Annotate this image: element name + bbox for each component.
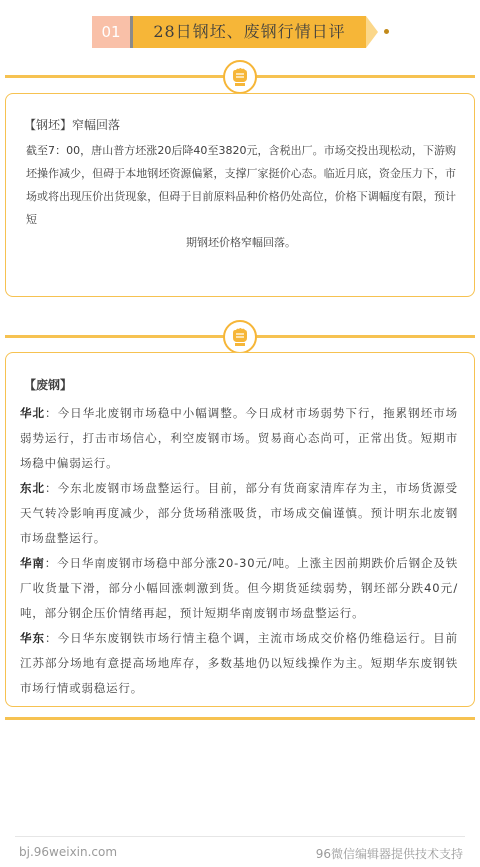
- bottom-divider: [5, 717, 475, 720]
- divider-badge-billet: [5, 60, 475, 94]
- footer-credit[interactable]: 96微信编辑器提供技术支持: [315, 847, 463, 861]
- section-number: 01: [92, 16, 130, 48]
- region-paragraph-east: [20, 626, 458, 701]
- title-dot-decoration: [384, 29, 389, 34]
- fist-icon: [223, 60, 257, 94]
- divider-badge-scrap: [5, 320, 475, 354]
- region-name: 华南: [20, 556, 45, 570]
- billet-body: [26, 139, 456, 254]
- region-paragraph-south: [20, 551, 458, 626]
- region-name: 华北: [20, 406, 46, 420]
- region-text: ：今日华东废钢铁市场行情主稳个调，主流市场成交价格仍维稳运行。目前江苏部分场地有意提高场地库存，多数基地仍以短线操作为主。短期华东废钢铁市场行情或弱稳运行。: [20, 631, 458, 695]
- billet-card: [5, 93, 475, 297]
- billet-body-text: 截至7：00，唐山普方坯涨20后降40至3820元，含税出厂。市场交投出现松动，下游购坯操作减少，但碍于本地钢坯资源偏紧，支撑厂家挺价心态。临近月底，资金压力下，市场或将出现压价出货现象，但碍于目前原料品种价格仍处高位，价格下调幅度有限，预计短: [26, 144, 456, 226]
- region-text: ：今东北废钢市场盘整运行。目前，部分有货商家清库存为主，市场货源受天气转冷影响再度减少，部分货场稍涨吸货，市场成交偏谨慎。预计明东北废钢市场盘整运行。: [20, 481, 458, 545]
- title-arrow-decoration: [366, 16, 378, 48]
- region-text: ：今日华南废钢市场稳中部分涨20-30元/吨。上涨主因前期跌价后钢企及铁厂收货量下滑，部分小幅回涨刺激到货。但今期货延续弱势，钢坯部分跌40元/吨，部分钢企压价情绪再起，预计短期华南废钢市场盘整运行。: [20, 556, 458, 620]
- footer-site-link[interactable]: bj.96weixin.com: [19, 845, 118, 859]
- region-text: ：今日华北废钢市场稳中小幅调整。今日成材市场弱势下行，拖累钢坯市场弱势运行，打击市场信心，利空废钢市场。贸易商心态尚可，正常出货。短期市场稳中偏弱运行。: [20, 406, 458, 470]
- region-name: 华东: [20, 631, 46, 645]
- fist-icon: [223, 320, 257, 354]
- section-title-banner: [92, 16, 392, 48]
- region-paragraph-north: [20, 401, 458, 476]
- scrap-card: [5, 352, 475, 707]
- scrap-paragraphs: [20, 401, 458, 701]
- footer: [15, 836, 465, 867]
- region-name: 东北: [20, 481, 46, 495]
- page-title: 28日钢坯、废钢行情日评: [133, 16, 366, 48]
- billet-body-last: 期钢坯价格窄幅回落。: [186, 236, 296, 249]
- billet-heading: 【钢坯】窄幅回落: [24, 118, 121, 132]
- scrap-heading: 【废钢】: [24, 378, 73, 392]
- region-paragraph-northeast: [20, 476, 458, 551]
